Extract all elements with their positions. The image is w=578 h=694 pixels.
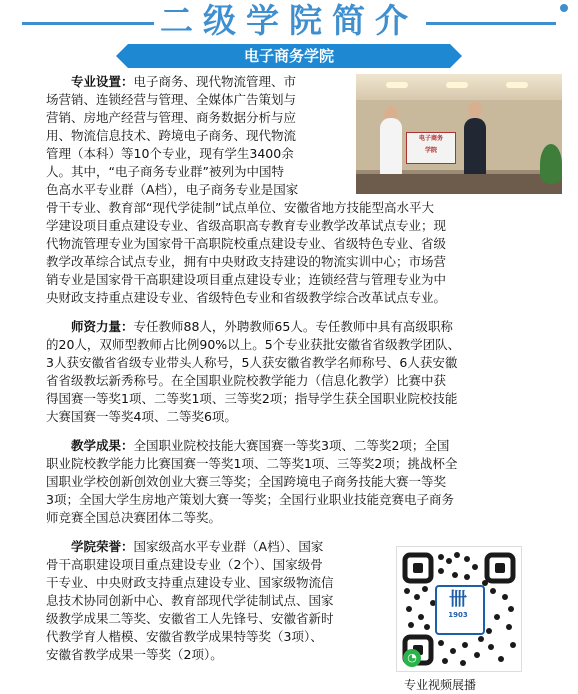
- achievements-line: 国职业学校创新创效创业大赛三等奖；全国跨境电子商务技能大赛一等奖: [46, 474, 447, 489]
- majors-label: 专业设置：: [71, 74, 134, 89]
- majors-line: 场营销、连锁经营与管理、全媒体广告策划与: [46, 92, 297, 107]
- plaque-line2: 学院: [424, 147, 437, 154]
- achievements-label: 教学成果：: [71, 438, 134, 453]
- honors-line: 息技术协同创新中心、教育部现代学徒制试点、国家: [46, 593, 334, 608]
- honors-label: 学院荣誉：: [71, 539, 134, 554]
- faculty-line: 的20人，双师型教师占比例90%以上。5个专业获批安徽省省级教学团队、: [46, 337, 461, 352]
- majors-line: 骨干专业、教育部“现代学徒制”试点单位、安徽省地方技能型高水平大: [46, 200, 434, 215]
- faculty-line: 师资力量：专任教师88人，外聘教师65人。专任教师中具有高级职称: [71, 319, 453, 334]
- qr-caption: 专业视频展播: [404, 678, 477, 692]
- majors-line: 央财政支持重点建设专业、省级特色专业和省级教学综合改革试点专业。: [46, 290, 447, 305]
- honors-line: 代教学育人楷模、安徽省教学成果特等奖（3项）、: [46, 629, 323, 644]
- majors-line: 代物流管理专业为国家骨干高职院校重点建设专业、省级特色专业、省级: [46, 236, 447, 251]
- honors-line: 干专业、中央财政支持重点建设专业、国家级物流信: [46, 575, 334, 590]
- majors-line: 用、物流信息技术、跨境电子商务、现代物流: [46, 128, 297, 143]
- honors-line: 学院荣誉：国家级高水平专业群（A档）、国家: [71, 539, 324, 554]
- honors-line: 安徽省教学成果一等奖（2项）。: [46, 647, 223, 662]
- college-logo-icon: 卌 1903: [448, 589, 468, 619]
- faculty-label: 师资力量：: [71, 319, 134, 334]
- majors-line: 色高水平专业群（A档），电子商务专业是国家: [46, 182, 299, 197]
- achievements-line: 教学成果：全国职业院校技能大赛国赛一等奖3项、二等奖2项；全国: [71, 438, 450, 453]
- miniprogram-icon: ◔: [403, 649, 421, 667]
- plaque-line1: 电子商务: [418, 135, 443, 142]
- achievements-line: 3项；全国大学生房地产策划大赛一等奖；全国行业职业技能竞赛电子商务: [46, 492, 454, 507]
- majors-line: 教学改革综合试点专业，拥有中央财政支持建设的物流实训中心；市场营: [46, 254, 447, 269]
- majors-line: 人。其中，“电子商务专业群”被列为中国特: [46, 164, 284, 179]
- majors-line: 管理（本科）等10个专业，现有学生3400余: [46, 146, 294, 161]
- majors-line: 销专业是国家骨干高职建设项目重点建设专业；连锁经营与管理专业为中: [46, 272, 447, 287]
- achievements-line: 职业院校教学能力比赛国赛一等奖1项、二等奖1项、三等奖2项；挑战杯全: [46, 456, 458, 471]
- faculty-line: 省省级教坛新秀称号。在全国职业院校教学能力（信息化教学）比赛中获: [46, 373, 447, 388]
- honors-line: 骨干高职建设项目重点建设专业（2个）、国家级骨: [46, 557, 323, 572]
- honors-line: 级教学成果二等奖、安徽省工人先锋号、安徽省新时: [46, 611, 334, 626]
- majors-line: 专业设置：电子商务、现代物流管理、市: [71, 74, 297, 89]
- majors-line: 营销、房地产经营与管理、商务数据分析与应: [46, 110, 297, 125]
- faculty-line: 得国赛一等奖1项、二等奖1项、三等奖2项；指导学生获全国职业院校技能: [46, 391, 458, 406]
- achievements-line: 师竞赛全国总决赛团体二等奖。: [46, 510, 222, 525]
- faculty-line: 大赛国赛一等奖4项、二等奖6项。: [46, 409, 237, 424]
- majors-line: 学建设项目重点建设专业、省级高职高专教育专业教学改革试点专业；现: [46, 218, 447, 233]
- page-title: 二级学院简介: [160, 1, 418, 40]
- qr-code[interactable]: [396, 546, 522, 672]
- faculty-line: 3人获安徽省省级专业带头人称号，5人获安徽省教学名师称号、6人获安徽: [46, 355, 458, 370]
- section-banner: 电子商务学院: [128, 44, 450, 68]
